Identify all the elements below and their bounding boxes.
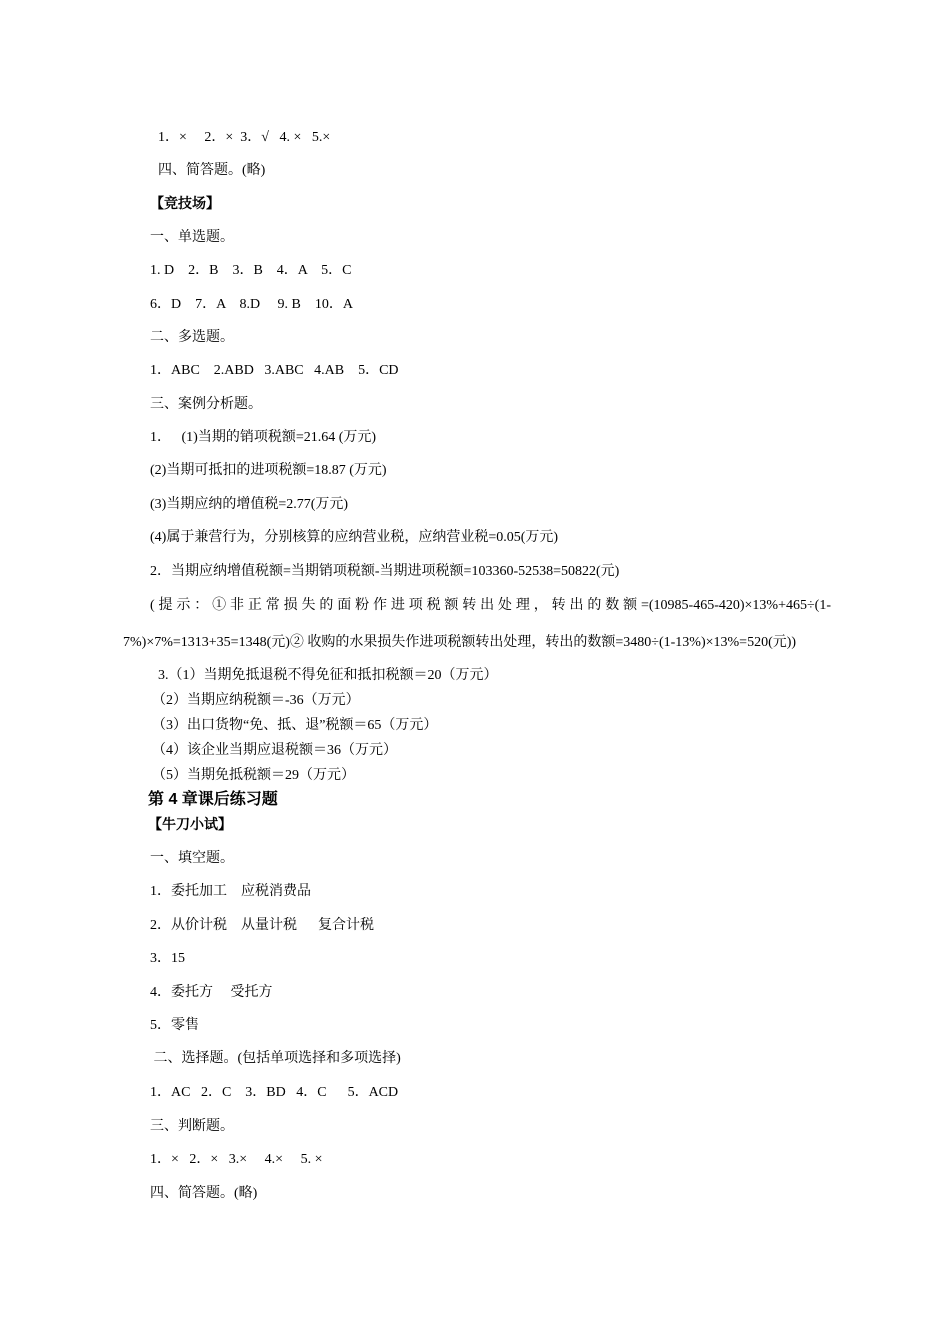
hint-line-1: (提示：①非正常损失的面粉作进项税额转出处理，转出的数额=(10985-465-420)×13%+465÷(1- [150,598,831,613]
section-heading: 【牛刀小试】 [148,818,232,833]
answer-line: （4）该企业当期应退税额＝36（万元） [152,743,397,758]
answer-line: 1. D 2．B 3．B 4．A 5．C [150,263,352,278]
hint-line-2: 7%)×7%=1313+35=1348(元)② 收购的水果损失作进项税额转出处理，转出的数额=3480÷(1-13%)×13%=520(元)) [123,635,797,650]
answer-line: 四、简答题。(略) [150,1186,258,1201]
answer-line: 1．委托加工 应税消费品 [150,884,311,899]
answer-line: （3）出口货物“免、抵、退”税额＝65（万元） [152,718,438,733]
answer-line: 6．D 7．A 8.D 9. B 10．A [150,297,354,312]
answer-line: (2)当期可抵扣的进项税额=18.87 (万元) [150,463,387,478]
answer-line: 三、案例分析题。 [150,397,262,412]
answer-line: 5．零售 [150,1018,199,1033]
section-heading: 【竞技场】 [150,197,220,212]
chapter-title: 第 4 章课后练习题 [148,791,278,808]
answer-line: (4)属于兼营行为，分别核算的应纳营业税，应纳营业税=0.05(万元) [150,530,559,545]
answer-line: 一、单选题。 [150,230,234,245]
answer-line: (3)当期应纳的增值税=2.77(万元) [150,497,349,512]
answer-line: （2）当期应纳税额＝-36（万元） [152,693,360,708]
answer-line: 1．ABC 2.ABD 3.ABC 4.AB 5．CD [150,363,399,378]
answer-line: （5）当期免抵税额＝29（万元） [152,768,355,783]
answer-line: 1． (1)当期的销项税额=21.64 (万元) [150,430,377,445]
answer-line: 3.（1）当期免抵退税不得免征和抵扣税额＝20（万元） [158,668,498,683]
answer-line: 二、选择题。(包括单项选择和多项选择) [150,1051,401,1066]
answer-line: 1．× 2．× 3.× 4.× 5. × [150,1152,323,1167]
answer-line: 一、填空题。 [150,851,234,866]
answer-line: 二、多选题。 [150,330,234,345]
answer-line: 3．15 [150,951,185,966]
answer-line: 2．当期应纳增值税额=当期销项税额-当期进项税额=103360-52538=50822(元) [150,564,620,579]
answer-line: 1．× 2．× 3．√ 4. × 5.× [158,130,331,145]
answer-line: 1．AC 2．C 3．BD 4．C 5．ACD [150,1085,399,1100]
answer-line: 4．委托方 受托方 [150,985,273,1000]
answer-line: 四、简答题。(略) [158,163,266,178]
answer-line: 2．从价计税 从量计税 复合计税 [150,918,374,933]
answer-line: 三、判断题。 [150,1119,234,1134]
